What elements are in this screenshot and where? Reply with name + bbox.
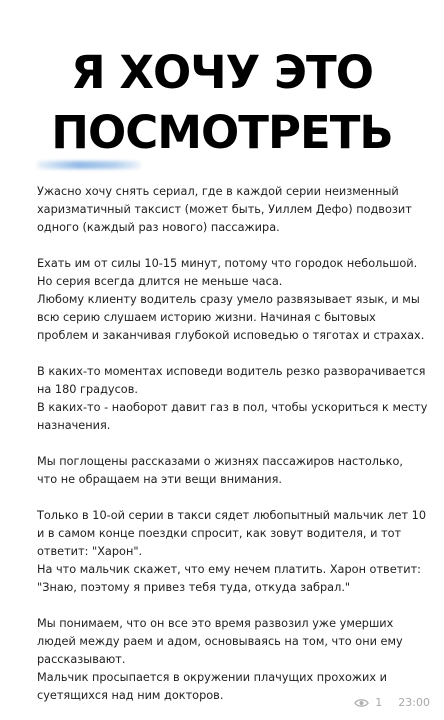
text-line: суетящихся над ним докторов. [37, 689, 224, 702]
text-line: Любому клиенту водитель сразу умело развязывает язык, и мы [37, 293, 420, 306]
text-line: рассказывают. [37, 653, 126, 666]
text-line: В каких-то - наоборот давит газ в пол, чтобы ускориться к месту [37, 401, 428, 414]
post-time: 23:00 [398, 696, 430, 709]
text-line: "Знаю, поэтому я привез тебя туда, откуда забрал." [37, 581, 351, 594]
text-line: Мальчик просыпается в окружении плачущих прохожих и [37, 671, 387, 684]
headline [0, 43, 444, 163]
text-line: харизматичный таксист (может быть, Уиллем Дефо) подвозит [37, 203, 412, 216]
text-line: одного (каждый раз нового) пассажира. [37, 221, 280, 234]
paragraph-gap [37, 597, 437, 615]
text-line: Мы поглощены рассказами о жизнях пассажиров настолько, [37, 455, 403, 468]
text-line: людей между раем и адом, основываясь на том, что они ему [37, 635, 403, 648]
blurred-link[interactable] [37, 161, 141, 169]
text-line: проблем и заканчивая глубокой исповедью о тяготах и страхах. [37, 329, 425, 342]
text-line: Ехать им от силы 10-15 минут, потому что городок небольшой. [37, 257, 418, 270]
text-line: на 180 градусов. [37, 383, 138, 396]
view-count: 1 [375, 696, 383, 709]
paragraph-gap [37, 435, 437, 453]
text-line: Ужасно хочу снять сериал, где в каждой серии неизменный [37, 185, 399, 198]
text-line: ответит: "Харон". [37, 545, 143, 558]
eye-icon [354, 698, 369, 708]
text-line: Только в 10-ой серии в такси сядет любопытный мальчик лет 10 [37, 509, 427, 522]
text-line: назначения. [37, 419, 111, 432]
text-line: Но серия всегда длится не меньше часа. [37, 275, 283, 288]
text-line: В каких-то моментах исповеди водитель резко разворачивается [37, 365, 426, 378]
headline-line-2: ПОСМОТРЕТЬ [51, 106, 393, 159]
text-line: На что мальчик скажет, что ему нечем платить. Харон ответит: [37, 563, 421, 576]
paragraph-gap [37, 237, 437, 255]
paragraph-gap [37, 489, 437, 507]
text-line: всю серию слушаем историю жизни. Начиная с бытовых [37, 311, 376, 324]
post-footer [354, 696, 430, 709]
paragraph-gap [37, 345, 437, 363]
text-line: и в самом конце поездки спросит, как зовут водителя, и тот [37, 527, 402, 540]
text-line: что не обращаем на эти вещи внимания. [37, 473, 283, 486]
text-line: Мы понимаем, что он все это время развозил уже умерших [37, 617, 394, 630]
post-text [37, 183, 437, 705]
headline-line-1: Я ХОЧУ ЭТО [71, 46, 373, 99]
